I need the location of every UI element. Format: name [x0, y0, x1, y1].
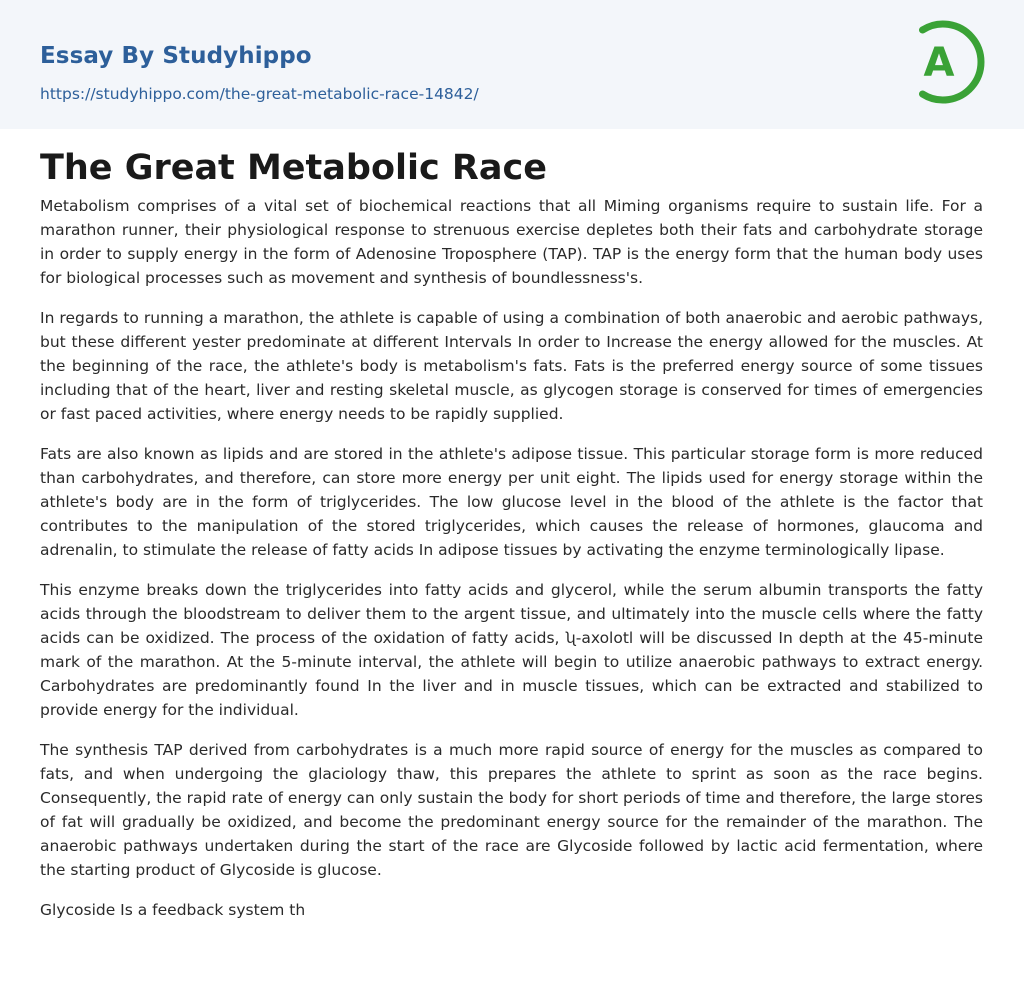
essay-paragraph-truncated: Glycoside Is a feedback system th: [40, 901, 306, 919]
studyhippo-logo-icon: [912, 19, 988, 107]
essay-paragraph: This enzyme breaks down the triglycerides into fatty acids and glycerol, while the serum albumin transports the fatty acids through the bloodstream to deliver them to the argent tissue, and ultimately into the muscle cells where the fatty acids can be oxidized. The process of the oxidation of fatty acids, ʯ-axolotl will be discussed In depth at the 45-minute mark of the marathon. At the 5-minute interval, the athlete will begin to utilize anaerobic pathways to extract energy. Carbohydrates are predominantly found In the liver and in muscle tissues, which can be extracted and stabilized to provide energy for the individual.: [40, 581, 983, 719]
logo-letter: A: [923, 40, 955, 86]
essay-paragraph: Metabolism comprises of a vital set of biochemical reactions that all Miming organisms require to sustain life. For a marathon runner, their physiological response to strenuous exercise depletes both their fats and carbohydrate storage in order to supply energy in the form of Adenosine Troposphere (TAP). TAP is the energy form that the human body uses for biological processes such as movement and synthesis of boundlessness's.: [40, 197, 983, 287]
brand-title: Essay By Studyhippo: [40, 43, 312, 69]
essay-paragraph: In regards to running a marathon, the athlete is capable of using a combination of both anaerobic and aerobic pathways, but these different yester predominate at different Intervals In order to Increase the energy allowed for the muscles. At the beginning of the race, the athlete's body is metabolism's fats. Fats is the preferred energy source of some tissues including that of the heart, liver and resting skeletal muscle, as glycogen storage is conserved for times of emergencies or fast paced activities, where energy needs to be rapidly supplied.: [40, 309, 983, 423]
essay-title: The Great Metabolic Race: [40, 148, 547, 188]
essay-paragraph: Fats are also known as lipids and are stored in the athlete's adipose tissue. This particular storage form is more reduced than carbohydrates, and therefore, can store more energy per unit eight. The lipids used for energy storage within the athlete's body are in the form of triglycerides. The low glucose level in the blood of the athlete is the factor that contributes to the manipulation of the stored triglycerides, which causes the release of hormones, glaucoma and adrenalin, to stimulate the release of fatty acids In adipose tissues by activating the enzyme terminologically lipase.: [40, 445, 983, 559]
source-url-link[interactable]: https://studyhippo.com/the-great-metabolic-race-14842/: [40, 85, 479, 103]
essay-paragraph: The synthesis TAP derived from carbohydrates is a much more rapid source of energy for the muscles as compared to fats, and when undergoing the glaciology thaw, this prepares the athlete to sprint as soon as the race begins. Consequently, the rapid rate of energy can only sustain the body for short periods of time and therefore, the large stores of fat will gradually be oxidized, and become the predominant energy source for the remainder of the marathon. The anaerobic pathways undertaken during the start of the race are Glycoside followed by lactic acid fermentation, where the starting product of Glycoside is glucose.: [40, 741, 983, 879]
essay-body: [40, 194, 983, 938]
page-header: [0, 0, 1024, 129]
